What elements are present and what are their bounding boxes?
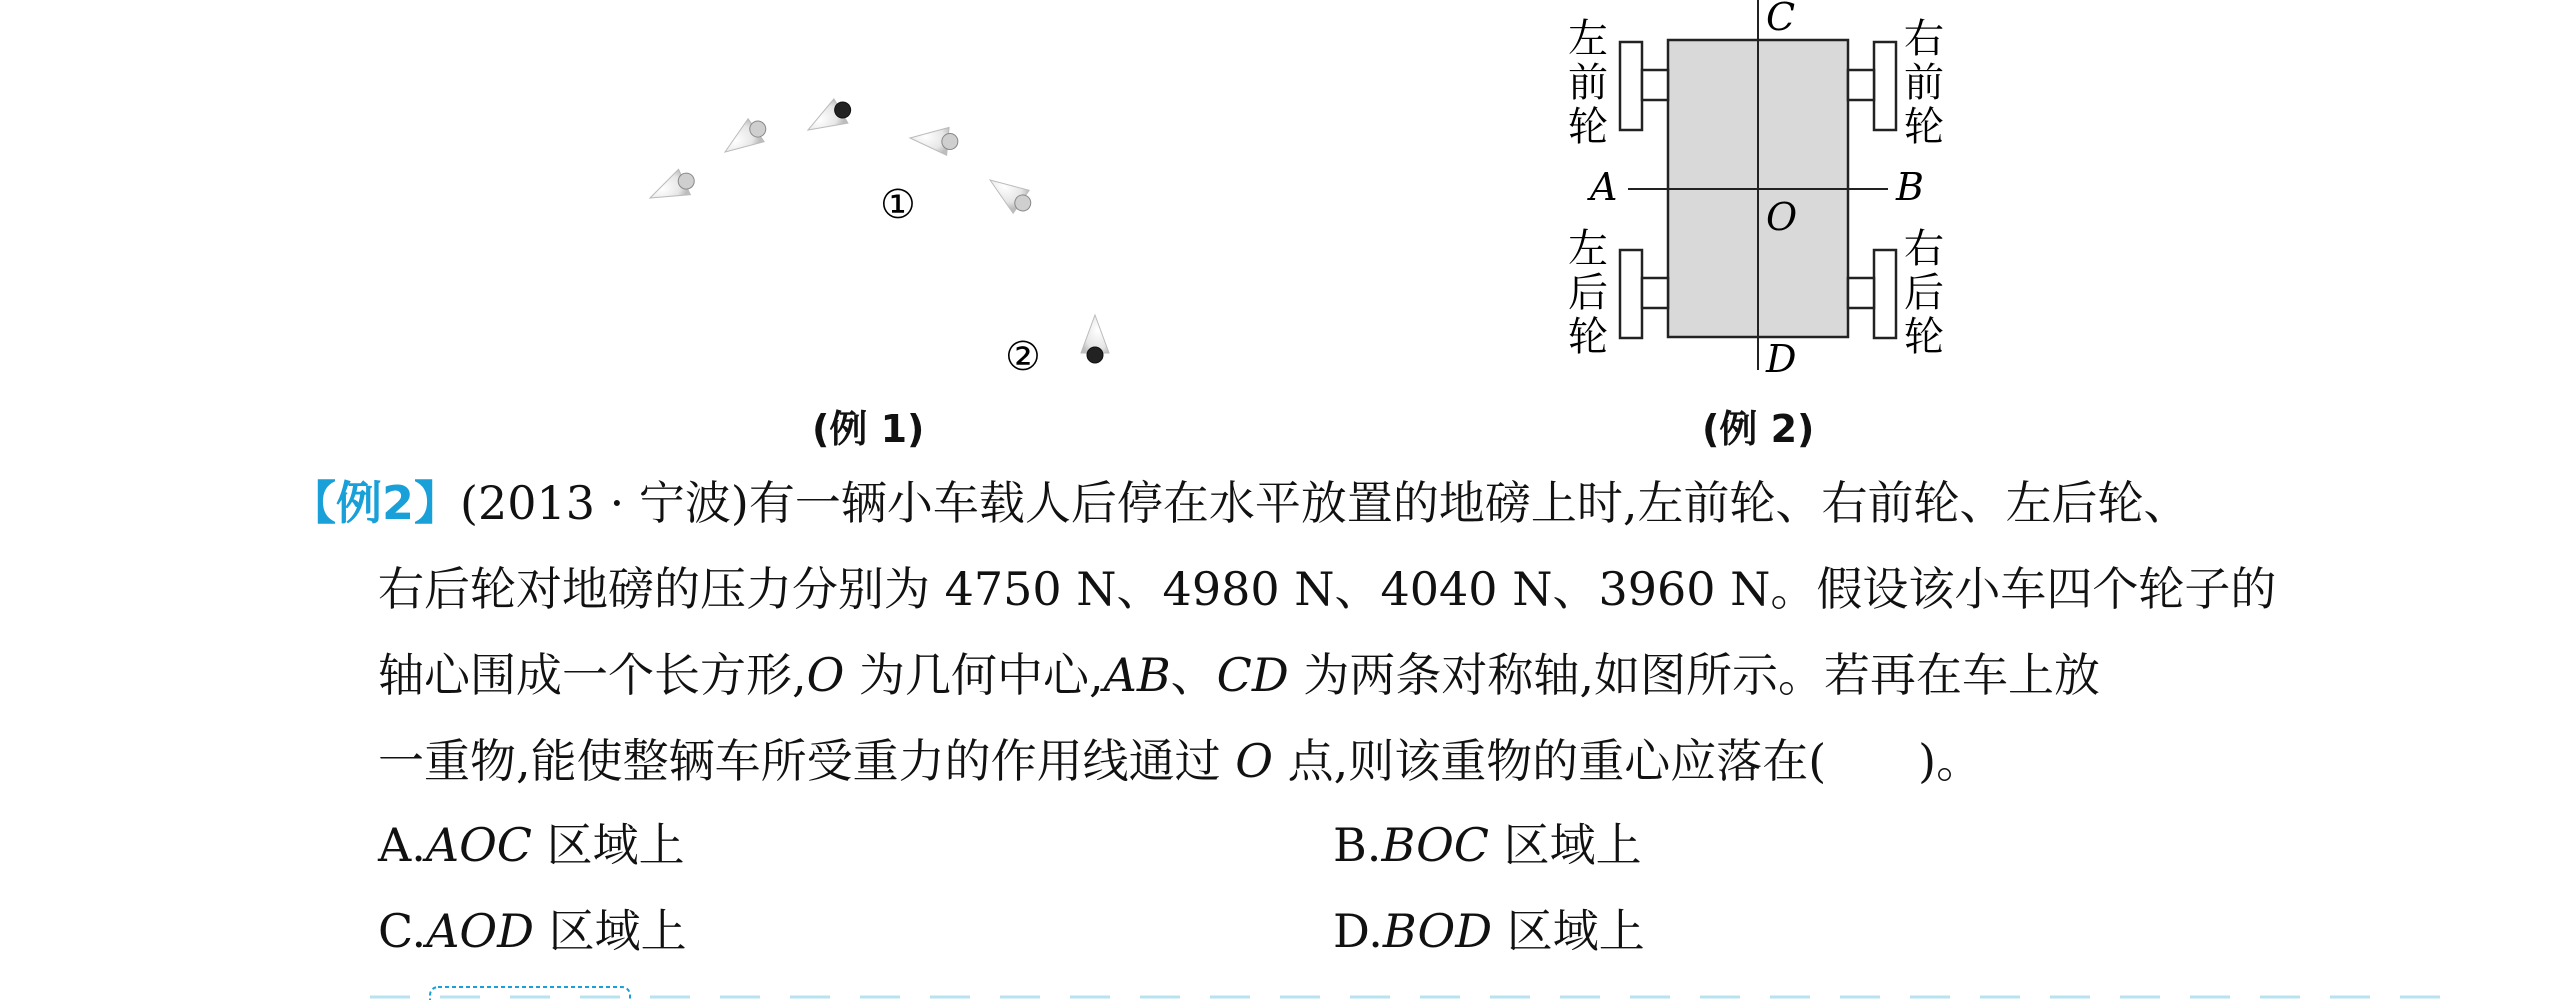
shuttlecock-6 — [1081, 315, 1109, 363]
question-line-3: 轴心围成一个长方形,O 为几何中心,AB、CD 为两条对称轴,如图所示。若再在车上放 — [378, 648, 2100, 702]
svg-text:右: 右 — [1904, 226, 1944, 272]
shuttlecock-1 — [644, 165, 699, 211]
right-front-label — [1904, 16, 1944, 150]
question-line-2: 右后轮对地磅的压力分别为 4750 N、4980 N、4040 N、3960 N。假设该小车四个轮子的 — [378, 562, 2277, 616]
wheel-right-rear — [1848, 250, 1896, 338]
option-C[interactable]: C.AOD 区域上 — [378, 904, 687, 958]
svg-text:前: 前 — [1568, 60, 1608, 106]
figure2-caption: (例 2) — [1702, 407, 1815, 451]
shuttlecock-figure — [600, 70, 1120, 400]
label-O: O — [1766, 195, 1798, 239]
label-B: B — [1896, 165, 1924, 209]
option-B[interactable]: B.BOC 区域上 — [1333, 818, 1642, 872]
wheel-left-front — [1620, 42, 1668, 130]
figure1-caption: (例 1) — [812, 407, 925, 451]
axis-CD-text: CD — [1216, 648, 1289, 702]
point-O: O — [806, 648, 845, 702]
svg-text:轮: 轮 — [1904, 104, 1944, 150]
svg-text:右: 右 — [1904, 16, 1944, 62]
label-C: C — [1766, 0, 1796, 39]
label-D: D — [1766, 337, 1797, 375]
question-line-4: 一重物,能使整辆车所受重力的作用线通过 O 点,则该重物的重心应落在( )。 — [378, 734, 1983, 788]
trajectory-label-1: ① — [880, 182, 916, 228]
svg-text:轮: 轮 — [1904, 314, 1944, 360]
option-A[interactable]: A.AOC 区域上 — [378, 818, 685, 872]
svg-text:后: 后 — [1568, 270, 1608, 316]
cropped-next-section — [370, 985, 2470, 1000]
car-wheel-diagram — [1548, 0, 1968, 375]
shuttlecock-3 — [801, 94, 857, 142]
trajectory-label-2: ② — [1005, 334, 1041, 380]
label-A: A — [1590, 165, 1618, 209]
example-tag: 【例2】 — [290, 476, 461, 530]
option-D[interactable]: D.BOD 区域上 — [1333, 904, 1645, 958]
shuttlecock-2 — [717, 113, 772, 163]
question-text-1: (2013 · 宁波)有一辆小车载人后停在水平放置的地磅上时,左前轮、右前轮、左后轮、 — [460, 476, 2190, 530]
point-O-2: O — [1235, 734, 1273, 788]
question-line-1 — [290, 476, 2190, 530]
svg-text:轮: 轮 — [1568, 104, 1608, 150]
axis-AB-text: AB — [1103, 648, 1171, 702]
shuttlecock-5 — [982, 169, 1037, 219]
svg-text:左: 左 — [1568, 226, 1608, 272]
svg-text:轮: 轮 — [1568, 314, 1608, 360]
left-front-label — [1568, 16, 1608, 150]
svg-text:后: 后 — [1904, 270, 1944, 316]
left-rear-label — [1568, 226, 1608, 360]
right-rear-label — [1904, 226, 1944, 360]
wheel-left-rear — [1620, 250, 1668, 338]
shuttlecock-4 — [909, 124, 959, 156]
wheel-right-front — [1848, 42, 1896, 130]
svg-text:前: 前 — [1904, 60, 1944, 106]
svg-text:左: 左 — [1568, 16, 1608, 62]
